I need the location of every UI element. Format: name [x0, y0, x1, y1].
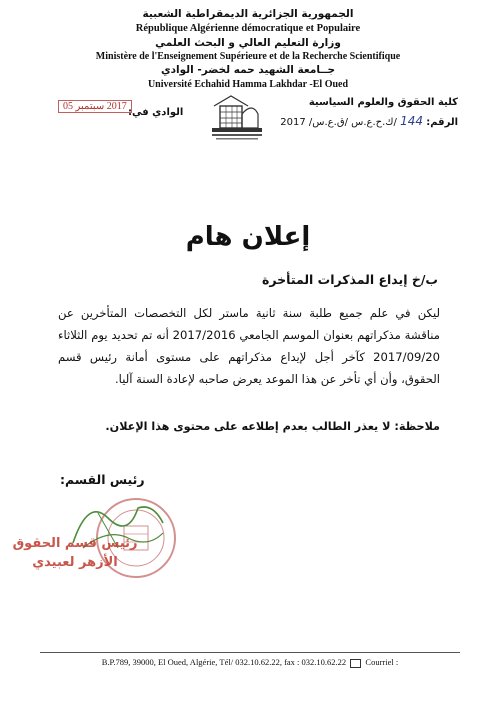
reference-number: 144 [400, 114, 424, 128]
reference-line [280, 114, 458, 128]
footer-courriel-label: Courriel : [365, 657, 399, 667]
ministry-french: Ministère de l'Enseignement Supérieure et de la Recherche Scientifique [95, 51, 401, 62]
place-date-label: الوادي في: [128, 107, 184, 118]
university-arabic: جــامعة الشهيد حمه لخضر- الوادي [160, 64, 336, 76]
republic-arabic: الجمهورية الجزائرية الديمقراطية الشعبية [142, 8, 354, 20]
notice-body: ليكن في علم جميع طلبة سنة ثانية ماستر لكل التخصصات المتأخرين عن مناقشة مذكراتهم بعنوان الموسم الجامعي 2017/2016 أنه تم تحديد يوم الثلاثاء 2017/09/20 كآخر أجل لإيداع مذكراتهم على مستوى أمانة رئيس قسم الحقوق، وأن أي تأخر عن هذا الموعد يعرض صاحبه لإعادة السنة آليا. [58, 306, 440, 386]
footer-contact [40, 657, 460, 668]
footer-address: B.P.789, 39000, El Oued, Algérie, Tél/ 032.10.62.22, fax : 032.10.62.22 [101, 657, 347, 667]
faculty-name: كلية الحقوق والعلوم السياسية [308, 97, 458, 108]
email-icon [350, 659, 361, 668]
notice-note: ملاحظة: لا يعذر الطالب بعدم إطلاعه على محتوى هذا الإعلان. [105, 420, 440, 433]
date-stamp: 2017 سبتمبر 05 [58, 100, 132, 113]
ministry-arabic: وزارة التعليم العالي و البحث العلمي [155, 37, 341, 49]
university-french: Université Echahid Hamma Lakhdar -El Oued [147, 79, 349, 90]
reference-label: الرقم: [426, 117, 458, 128]
stamp-name: الأزهر لعبيدي [32, 555, 118, 570]
stamp-title: رئيس قسم الحقوق [12, 536, 138, 551]
university-logo [208, 92, 266, 144]
notice-subtitle: ب/خ إيداع المذكرات المتأخرة [261, 272, 438, 287]
notice-title: إعلان هام [185, 222, 311, 252]
footer-divider [40, 652, 460, 653]
republic-french: République Algérienne démocratique et Populaire [135, 23, 361, 34]
signature-label: رئيس القسم: [60, 472, 145, 487]
reference-code: /ك.ح.ع.س /ق.ع.س/ 2017 [280, 117, 397, 128]
department-head-stamp [10, 536, 140, 570]
